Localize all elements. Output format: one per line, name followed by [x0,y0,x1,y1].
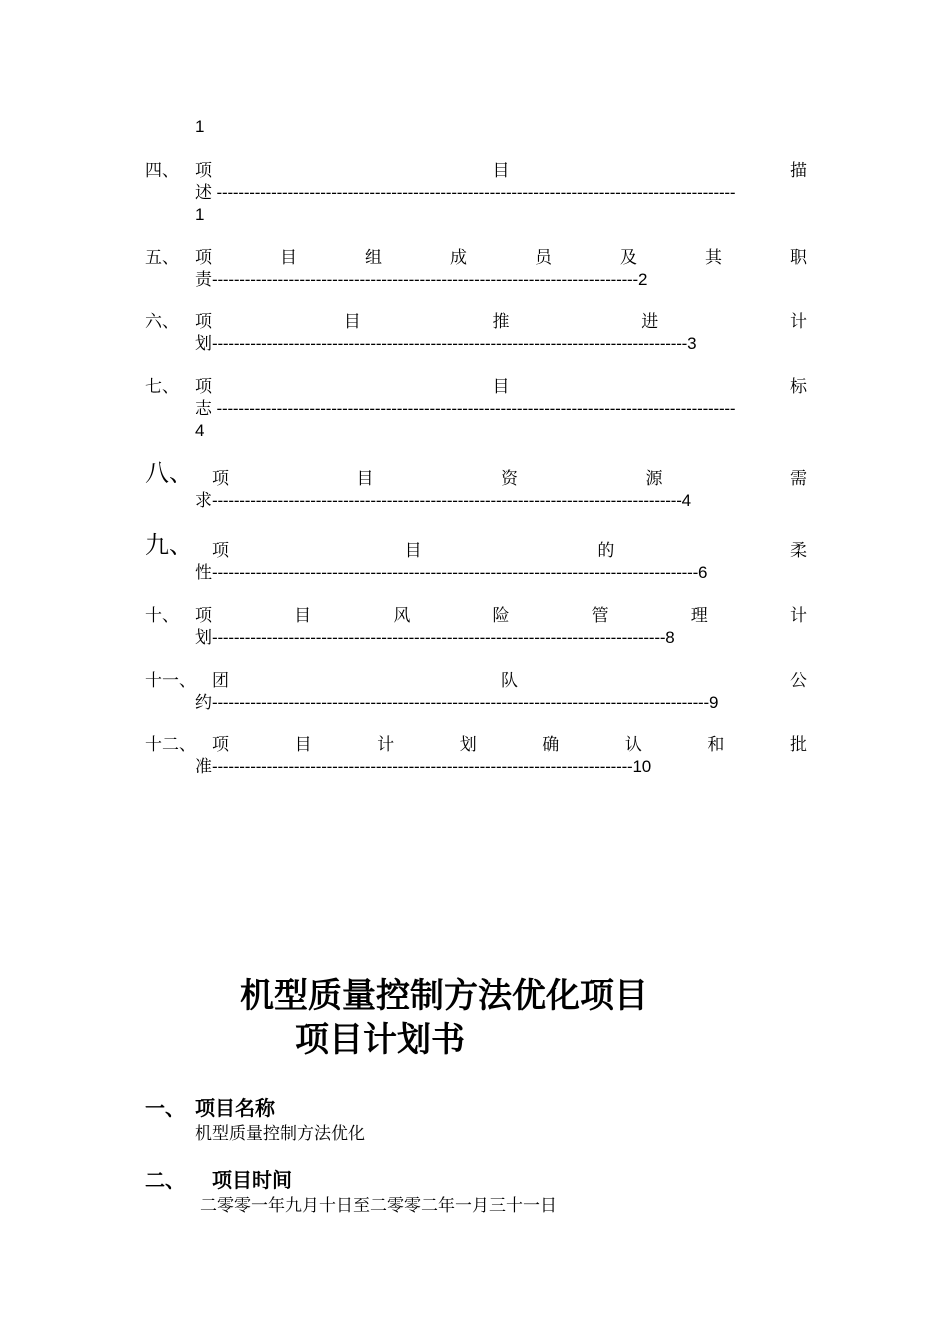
toc-title-char: 划 [459,735,477,755]
toc-entry-title [212,468,807,490]
toc-title-tail: 述 [195,183,212,203]
toc-page-number: 4 [681,491,691,510]
toc-title-char: 目 [492,161,510,181]
section-heading: 项目时间 [212,1168,292,1192]
toc-title-char: 项 [195,161,212,181]
toc-entry-leader-line [195,756,807,778]
toc-title-char: 项 [195,248,212,268]
toc-title-char: 险 [492,606,510,626]
toc-leader-dashes: ----------------------------------------------------------------------------------------------- [212,399,736,418]
section-number: 一、 [145,1096,185,1120]
toc-entry-leader-line [195,182,807,204]
toc-entry-leader-line [195,692,807,714]
toc-title-char: 计 [790,312,807,332]
toc-entry-title [195,605,807,627]
toc-entry-number: 十二、 [145,735,196,755]
toc-entry-number: 七、 [145,377,179,397]
toc-entry-number: 十、 [145,606,179,626]
toc-title-char: 目 [280,248,297,268]
toc-leader-dashes: ----------------------------------------------------------------------------- [212,757,633,776]
toc-entry-number: 五、 [145,248,179,268]
toc-title-char: 目 [404,541,422,561]
toc-entry-title [212,670,807,692]
toc-title-char: 计 [789,606,807,626]
toc-title-char: 项 [212,541,229,561]
toc-title-char: 组 [365,248,382,268]
toc-page-number: 3 [687,334,697,353]
toc-title-char: 认 [624,735,642,755]
toc-entry-leader-line [195,627,807,649]
toc-title-char: 柔 [789,541,807,561]
toc-leader-dashes: ----------------------------------------------------------------------------------------------- [212,183,736,202]
toc-entry-leader-line [195,333,807,355]
toc-page-number: 4 [195,421,205,440]
toc-title-char: 管 [591,606,609,626]
toc-page-number: 2 [637,270,648,289]
toc-continued-page-number: 1 [195,117,205,136]
toc-entry-number: 四、 [145,161,179,181]
toc-page-number: 9 [708,693,719,712]
toc-title-char: 公 [790,671,807,691]
toc-entry-number: 十一、 [145,671,196,691]
toc-title-tail: 划 [195,334,212,354]
toc-entry-title [195,376,807,398]
toc-title-char: 团 [212,671,229,691]
toc-title-char: 需 [790,469,807,489]
toc-title-char: 队 [501,671,518,691]
section-body: 二零零一年九月十日至二零零二年一月三十一日 [200,1196,557,1216]
toc-title-char: 描 [790,161,807,181]
toc-entry-number: 六、 [145,312,179,332]
toc-title-char: 员 [535,248,552,268]
section-number: 二、 [145,1168,185,1192]
toc-title-tail: 划 [195,628,212,648]
toc-leader-dashes: ------------------------------------------------------------------------------ [212,270,638,289]
toc-title-char: 推 [492,312,510,332]
toc-title-char: 和 [707,735,725,755]
toc-entry-title [195,160,807,182]
toc-title-char: 风 [393,606,411,626]
toc-title-char: 项 [212,735,229,755]
toc-title-tail: 性 [195,563,212,583]
toc-title-char: 项 [195,312,212,332]
toc-title-char: 理 [690,606,708,626]
toc-title-char: 标 [790,377,807,397]
toc-title-char: 目 [294,735,312,755]
toc-entry-leader-line [195,490,807,512]
toc-page-number: 1 [195,205,205,224]
document-title: 机型质量控制方法优化项目 [240,976,648,1016]
toc-title-tail: 责 [195,270,212,290]
toc-page-number: 10 [632,757,652,776]
toc-title-tail: 求 [195,491,212,511]
toc-title-char: 目 [356,469,374,489]
toc-title-char: 目 [343,312,361,332]
toc-entry-title [212,734,807,756]
section-heading: 项目名称 [195,1096,275,1120]
toc-title-char: 职 [790,248,807,268]
toc-leader-dashes: -------------------------------------------------------------------------------------- [212,491,682,510]
toc-entry-number: 八、 [145,459,193,487]
toc-title-char: 项 [195,606,212,626]
toc-title-char: 目 [492,377,510,397]
toc-leader-dashes: ----------------------------------------------------------------------------------------- [212,563,699,582]
toc-page-number: 8 [665,628,675,647]
toc-title-tail: 志 [195,399,212,419]
toc-entry-leader-line [195,398,807,420]
section-body: 机型质量控制方法优化 [195,1124,365,1144]
toc-entry-title [195,247,807,269]
toc-title-char: 其 [705,248,722,268]
toc-title-char: 及 [620,248,637,268]
toc-entry-leader-line [195,269,807,291]
toc-title-char: 源 [645,469,663,489]
toc-leader-dashes: ------------------------------------------------------------------------------------------- [212,693,709,712]
toc-page-number: 6 [698,563,708,582]
toc-title-char: 进 [641,312,659,332]
toc-title-char: 确 [542,735,560,755]
toc-leader-dashes: --------------------------------------------------------------------------------------- [212,334,688,353]
toc-title-char: 的 [597,541,615,561]
toc-title-tail: 准 [195,757,212,777]
toc-title-tail: 约 [195,693,212,713]
toc-title-char: 项 [195,377,212,397]
toc-title-char: 目 [294,606,312,626]
toc-title-char: 计 [377,735,395,755]
toc-title-char: 项 [212,469,229,489]
toc-title-char: 资 [501,469,518,489]
toc-entry-title [195,311,807,333]
toc-title-char: 成 [450,248,467,268]
toc-leader-dashes: ----------------------------------------------------------------------------------- [212,628,666,647]
document-subtitle: 项目计划书 [295,1020,465,1060]
toc-entry-title [212,540,807,562]
toc-entry-number: 九、 [145,531,193,559]
toc-title-char: 批 [789,735,807,755]
toc-entry-leader-line [195,562,807,584]
